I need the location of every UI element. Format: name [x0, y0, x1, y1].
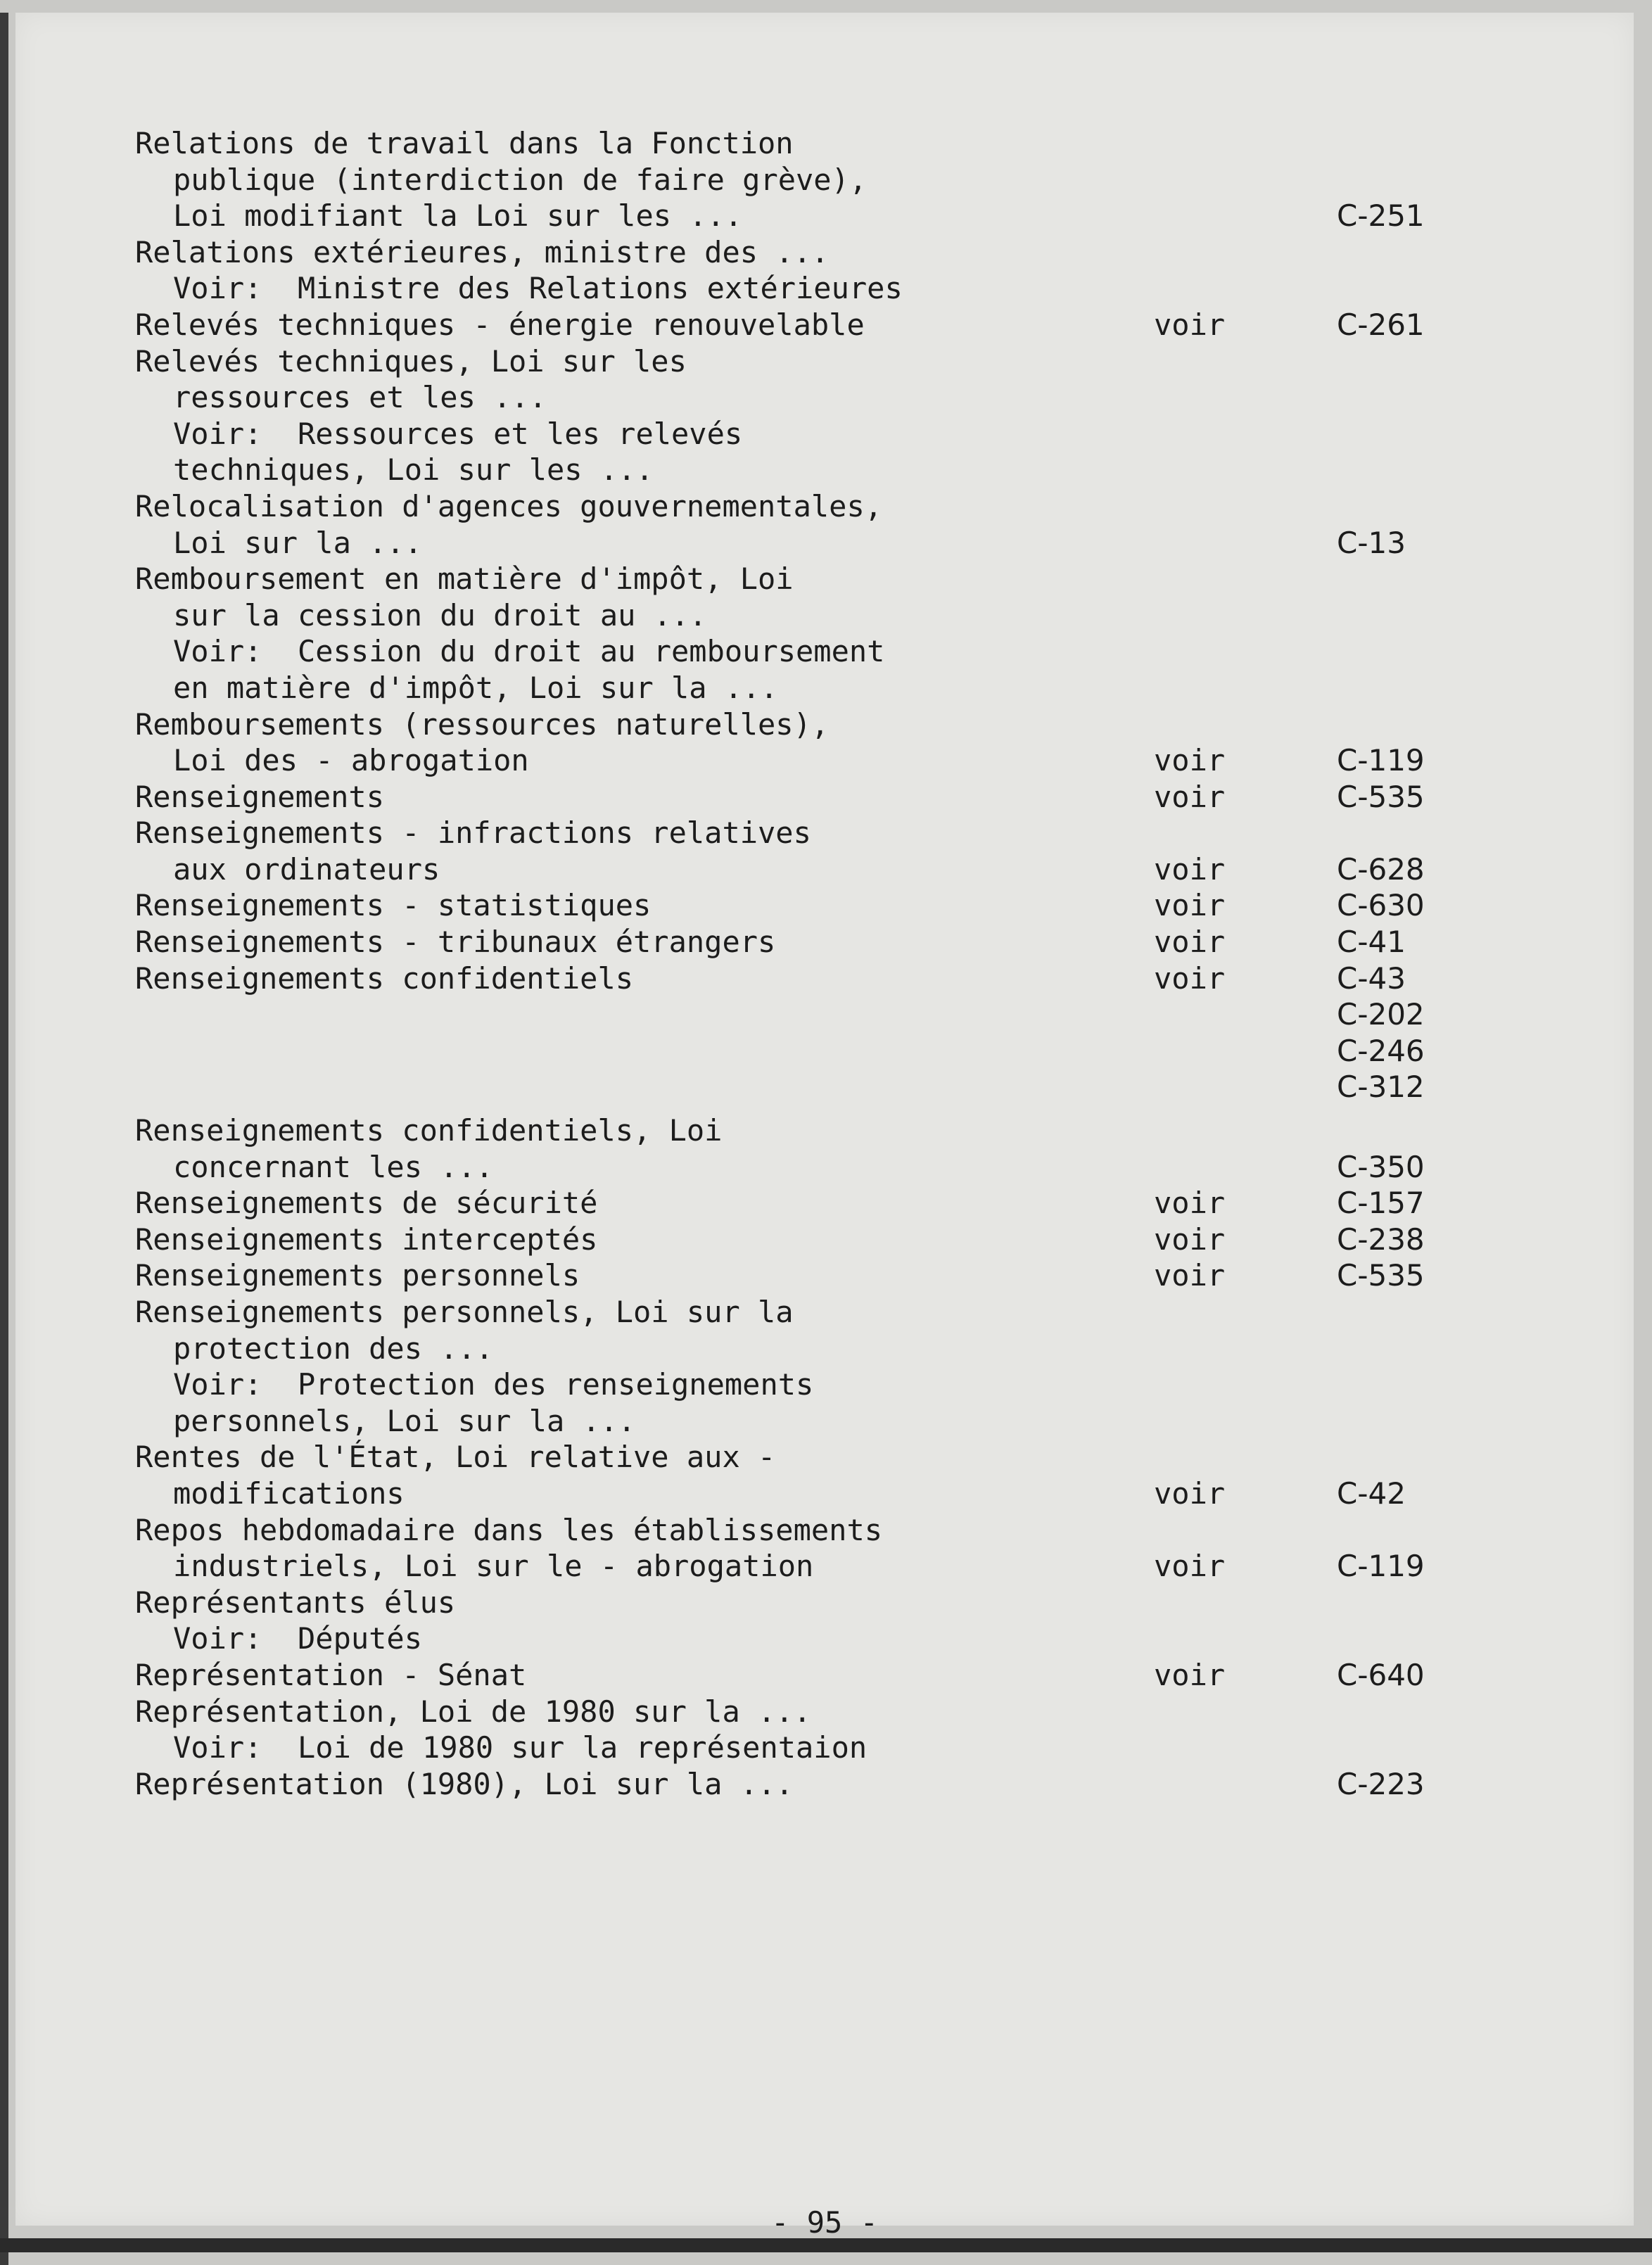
bill-reference: C-628: [1337, 851, 1425, 887]
voir-label: voir: [1154, 1476, 1226, 1511]
entry-text: Renseignements confidentiels, Loi: [135, 1113, 723, 1148]
index-entry: [135, 1112, 1472, 1185]
bill-reference: C-157: [1337, 1186, 1425, 1221]
index-entry: [135, 1694, 1472, 1766]
index-entry: [135, 1766, 1472, 1803]
voir-label: voir: [1154, 307, 1226, 342]
index-entry: [135, 1585, 1472, 1657]
index-entry: [135, 815, 1472, 887]
index-entry: [135, 234, 1472, 307]
bill-reference: C-312: [1337, 1070, 1425, 1105]
index-entry: [135, 125, 1472, 234]
index-entry: [135, 924, 1472, 960]
voir-label: voir: [1154, 779, 1226, 814]
bill-reference: C-630: [1337, 888, 1425, 923]
entry-text: concernant les ...: [173, 1149, 494, 1184]
document-page: [15, 13, 1634, 2240]
entry-text: Remboursements (ressources naturelles),: [135, 706, 830, 742]
bill-reference: C-119: [1337, 743, 1425, 778]
index-list: [135, 125, 1472, 1802]
entry-text: sur la cession du droit au ...: [173, 597, 707, 633]
bill-reference: C-238: [1337, 1222, 1425, 1257]
bill-reference: C-202: [1337, 997, 1425, 1032]
entry-text: Voir: Députés: [173, 1621, 423, 1656]
bill-reference: C-535: [1337, 1258, 1425, 1293]
bill-reference: C-119: [1337, 1549, 1425, 1584]
entry-text: Voir: Ressources et les relevés: [173, 416, 743, 451]
index-entry: [135, 706, 1472, 779]
entry-text: Renseignements personnels: [135, 1258, 580, 1293]
voir-label: voir: [1154, 1258, 1226, 1293]
index-entry: [135, 307, 1472, 343]
voir-label: voir: [1154, 851, 1226, 887]
entry-text: publique (interdiction de faire grève),: [173, 162, 868, 197]
entry-text: Renseignements - infractions relatives: [135, 816, 811, 851]
entry-text: Voir: Loi de 1980 sur la représentaion: [173, 1730, 868, 1765]
scan-edge-left: [0, 13, 8, 2265]
index-entry: [135, 343, 1472, 488]
entry-text: Représentation, Loi de 1980 sur la ...: [135, 1694, 811, 1729]
bill-reference: C-13: [1337, 525, 1406, 560]
index-entry: [135, 779, 1472, 816]
entry-text: techniques, Loi sur les ...: [173, 452, 654, 488]
voir-label: voir: [1154, 1657, 1226, 1692]
bill-reference: C-223: [1337, 1766, 1425, 1801]
voir-label: voir: [1154, 960, 1226, 996]
entry-text: Renseignements confidentiels: [135, 960, 634, 996]
entry-text: Loi sur la ...: [173, 525, 423, 560]
entry-text: Renseignements: [135, 779, 385, 814]
voir-label: voir: [1154, 925, 1226, 960]
entry-text: Loi des - abrogation: [173, 743, 529, 778]
index-entry: [135, 1657, 1472, 1694]
entry-text: Représentation (1980), Loi sur la ...: [135, 1766, 794, 1801]
bill-reference: C-261: [1337, 307, 1425, 342]
voir-label: voir: [1154, 743, 1226, 778]
page-number: - 95 -: [771, 2205, 878, 2240]
index-entry: [135, 1439, 1472, 1511]
entry-text: Loi modifiant la Loi sur les ...: [173, 198, 743, 234]
entry-text: Renseignements de sécurité: [135, 1186, 598, 1221]
entry-text: aux ordinateurs: [173, 851, 440, 887]
index-entry: [135, 887, 1472, 924]
entry-text: Relations de travail dans la Fonction: [135, 126, 794, 160]
entry-text: personnels, Loi sur la ...: [173, 1403, 636, 1438]
bill-reference: C-535: [1337, 779, 1425, 814]
entry-text: Relevés techniques - énergie renouvelable: [135, 307, 865, 342]
entry-text: en matière d'impôt, Loi sur la ...: [173, 670, 778, 705]
bill-reference: C-42: [1337, 1476, 1406, 1511]
voir-label: voir: [1154, 888, 1226, 923]
entry-text: Voir: Protection des renseignements: [173, 1367, 814, 1402]
bill-reference: C-640: [1337, 1657, 1425, 1692]
index-entry: [135, 1512, 1472, 1585]
entry-text: Relocalisation d'agences gouvernementales,: [135, 488, 883, 524]
entry-text: modifications: [173, 1476, 405, 1511]
entry-text: Représentants élus: [135, 1585, 456, 1620]
entry-text: protection des ...: [173, 1331, 494, 1366]
index-entry: [135, 960, 1472, 1105]
entry-text: Remboursement en matière d'impôt, Loi: [135, 562, 794, 597]
entry-text: Renseignements personnels, Loi sur la: [135, 1295, 794, 1329]
bill-reference: C-251: [1337, 198, 1425, 234]
index-entry: [135, 1185, 1472, 1222]
index-entry: [135, 561, 1472, 706]
bill-reference: C-43: [1337, 960, 1406, 996]
entry-text: Voir: Ministre des Relations extérieures: [173, 271, 903, 306]
entry-text: Relations extérieures, ministre des ...: [135, 234, 830, 269]
entry-text: Rentes de l'État, Loi relative aux -: [135, 1440, 776, 1475]
index-entry: [135, 488, 1472, 561]
entry-text: Renseignements - statistiques: [135, 888, 652, 923]
bill-reference: C-246: [1337, 1033, 1425, 1068]
entry-text: ressources et les ...: [173, 380, 547, 415]
index-entry: [135, 1257, 1472, 1294]
voir-label: voir: [1154, 1222, 1226, 1257]
entry-gap: [135, 1105, 1472, 1112]
bill-reference: C-350: [1337, 1149, 1425, 1184]
voir-label: voir: [1154, 1549, 1226, 1584]
entry-text: Voir: Cession du droit au remboursement: [173, 634, 885, 669]
entry-text: industriels, Loi sur le - abrogation: [173, 1549, 814, 1584]
bill-reference: C-41: [1337, 925, 1406, 960]
entry-text: Représentation - Sénat: [135, 1657, 527, 1692]
index-entry: [135, 1222, 1472, 1258]
entry-text: Renseignements interceptés: [135, 1222, 598, 1257]
entry-text: Relevés techniques, Loi sur les: [135, 343, 687, 379]
index-entry: [135, 1294, 1472, 1439]
voir-label: voir: [1154, 1186, 1226, 1221]
entry-text: Repos hebdomadaire dans les établissements: [135, 1512, 883, 1547]
entry-text: Renseignements - tribunaux étrangers: [135, 925, 776, 960]
